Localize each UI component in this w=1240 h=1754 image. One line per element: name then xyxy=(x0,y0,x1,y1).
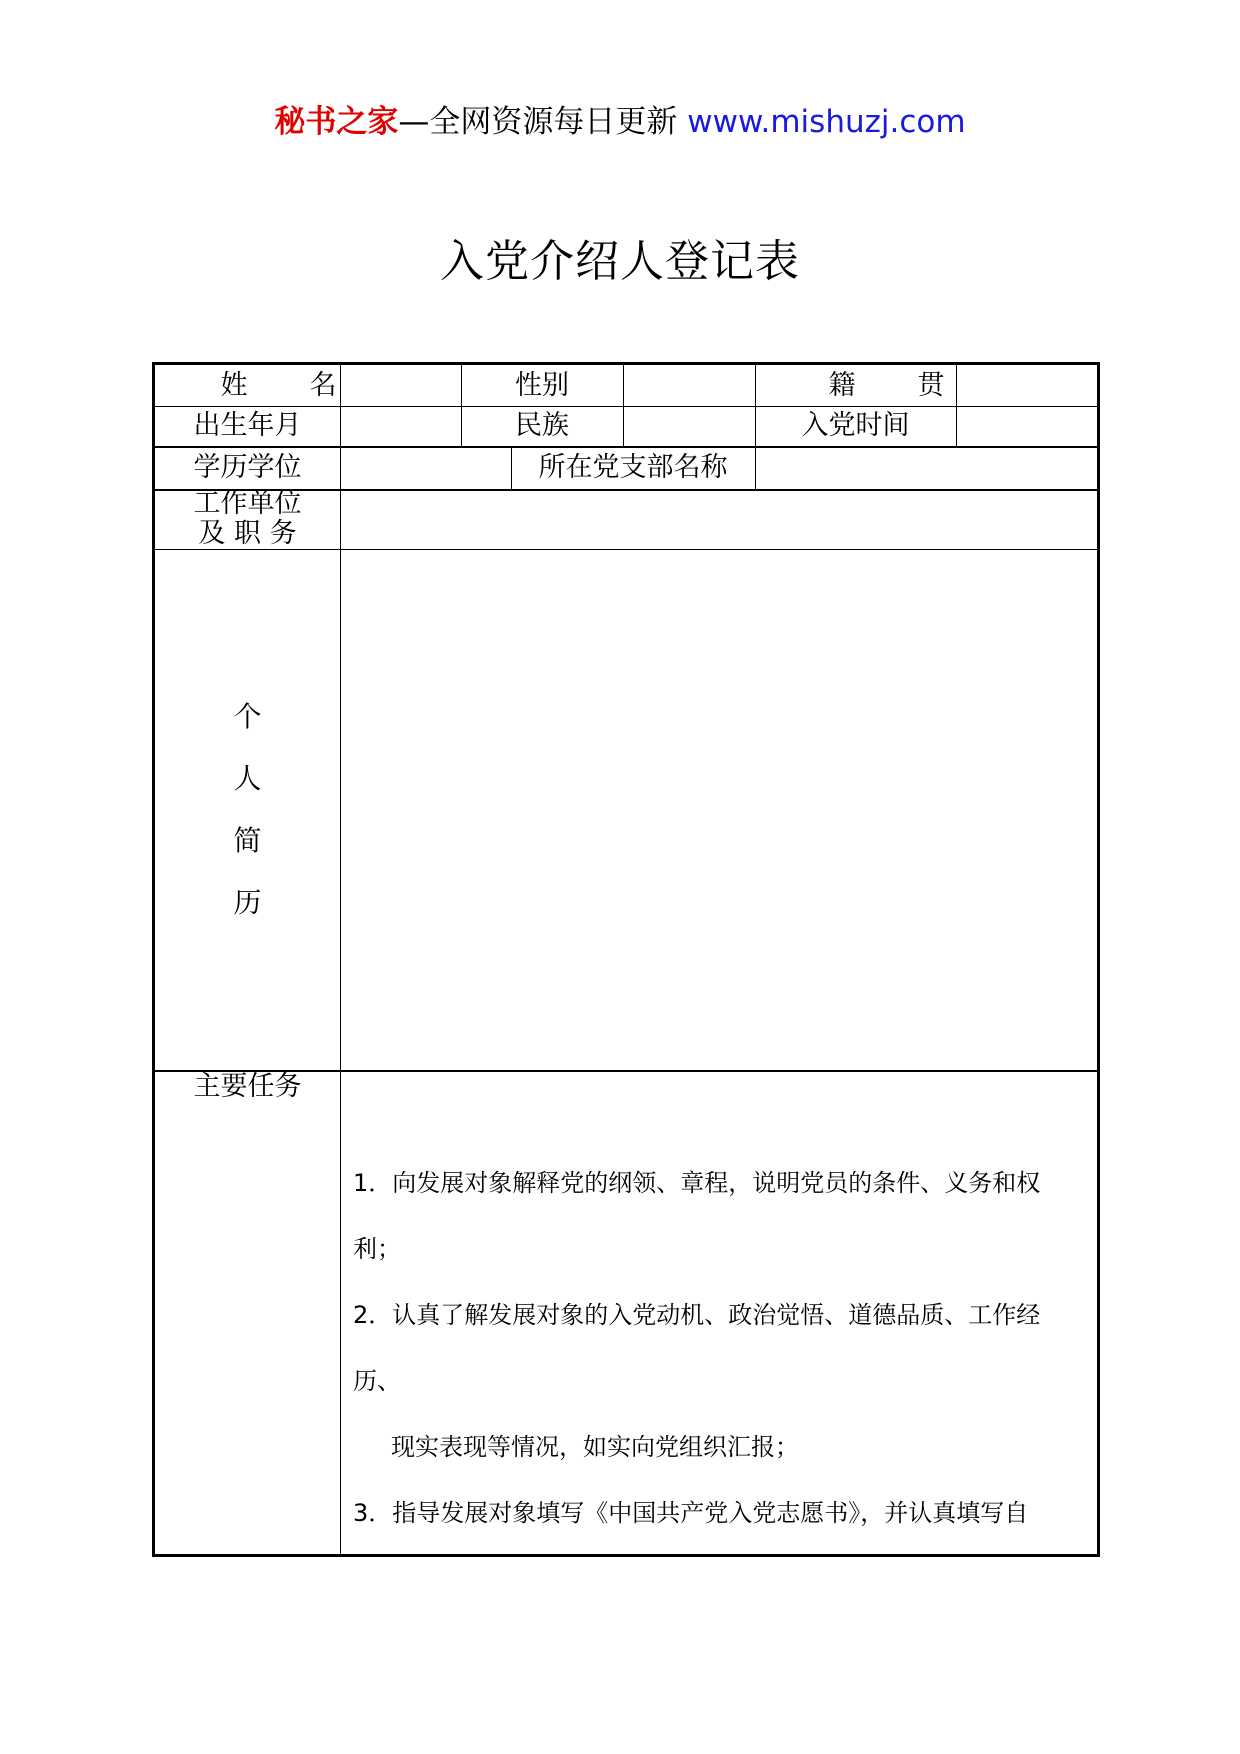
resume-char: 个 xyxy=(233,699,262,733)
duties-text xyxy=(353,1150,1093,1546)
registration-form-table xyxy=(152,362,1100,1557)
brand-name: 秘书之家 xyxy=(274,104,399,140)
duty-line: 历、 xyxy=(353,1367,401,1395)
resume-char: 历 xyxy=(233,885,262,919)
banner-tagline: 全网资源每日更新 xyxy=(429,104,678,140)
ethnicity-label: 民族 xyxy=(515,410,569,441)
name-label: 姓名 xyxy=(220,369,399,401)
duties-label: 主要任务 xyxy=(193,1071,302,1102)
gender-label: 性别 xyxy=(515,369,569,401)
column-divider xyxy=(340,365,341,1554)
resume-char: 简 xyxy=(233,823,262,857)
duty-line: 3．指导发展对象填写《中国共产党入党志愿书》，并认真填写自 xyxy=(353,1499,1029,1527)
banner-dash: — xyxy=(398,104,430,140)
page-title: 入党介绍人登记表 xyxy=(440,236,800,287)
branch-label: 所在党支部名称 xyxy=(538,451,728,483)
duty-line: 2．认真了解发展对象的入党动机、政治觉悟、道德品质、工作经 xyxy=(353,1301,1041,1329)
birth-label: 出生年月 xyxy=(193,410,302,441)
join-date-label: 入党时间 xyxy=(801,410,910,441)
header-banner xyxy=(0,102,1240,142)
hometown-label: 籍贯 xyxy=(828,369,1007,401)
work-unit-label-line1: 工作单位 xyxy=(193,488,302,519)
work-unit-label xyxy=(155,489,340,549)
column-divider xyxy=(623,365,624,446)
website-link[interactable]: www.mishuzj.com xyxy=(687,104,966,140)
duty-line: 现实表现等情况，如实向党组织汇报； xyxy=(391,1433,799,1461)
duty-line: 利； xyxy=(353,1235,401,1263)
work-unit-label-line2: 及 职 务 xyxy=(198,518,297,549)
duty-line: 1．向发展对象解释党的纲领、章程，说明党员的条件、义务和权 xyxy=(353,1169,1041,1197)
resume-label xyxy=(155,549,340,1070)
resume-char: 人 xyxy=(233,761,262,795)
education-label: 学历学位 xyxy=(193,451,302,483)
